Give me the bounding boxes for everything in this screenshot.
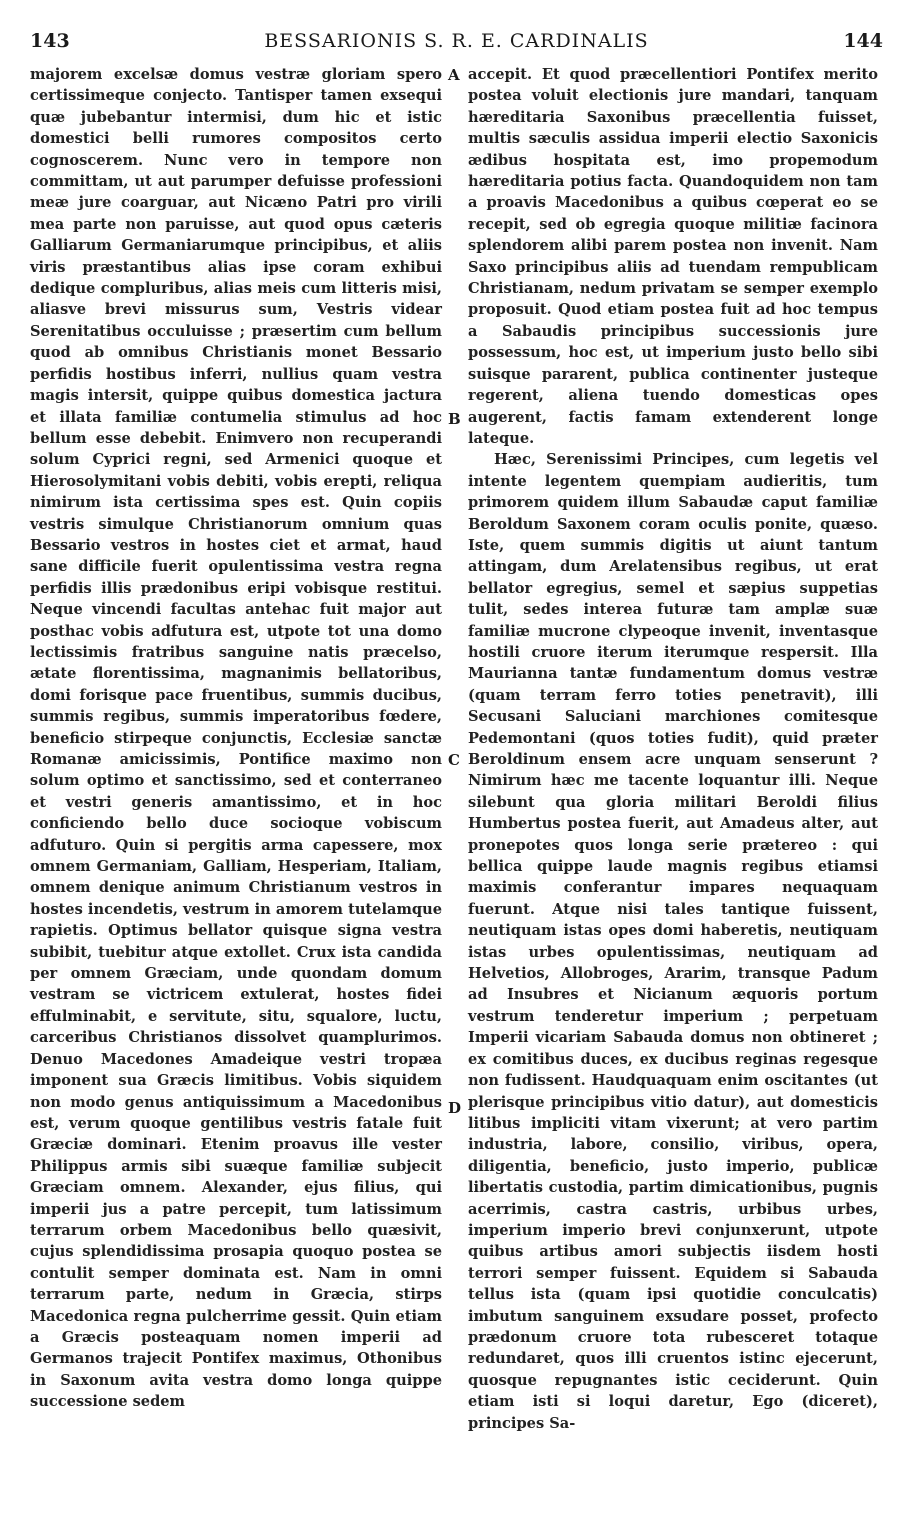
page-header [30, 30, 883, 58]
left-column [30, 64, 442, 1413]
running-title: BESSARIONIS S. R. E. CARDINALIS [264, 30, 649, 52]
section-marker-b: B [448, 410, 461, 428]
section-marker-d: D [448, 1099, 462, 1117]
page-number-right: 144 [843, 30, 883, 52]
section-marker-a: A [448, 66, 460, 84]
right-column [468, 64, 878, 1434]
right-column-paragraph-1: accepit. Et quod præcellentiori Pontifex merito postea voluit electionis jure mandari, tanquam hæreditaria Saxonibus præcellentia fuisset, multis sæculis assidua imperii electio Saxonicis ædibus hospitata est, imo propemodum hæreditaria potius facta. Quandoquidem non tam a proavis Macedonibus a quibus cœperat eo se recepit, sed ob egregia quoque militiæ facinora splendorem alibi parem postea non invenit. Nam Saxo principibus aliis ad tuendam rempublicam Christianam, nedum privatam se semper exemplo proposuit. Quod etiam postea fuit ad hoc tempus a Sabaudis principibus successionis jure possessum, hoc est, ut imperium justo bello sibi suisque pararent, publica continenter justeque regerent, aliena tuendo domesticas opes augerent, factis famam extenderent longe lateque. [468, 66, 878, 447]
page-number-left: 143 [30, 30, 70, 52]
right-column-paragraph-2: Hæc, Serenissimi Principes, cum legetis vel intente legentem quempiam audieritis, tum primorem quidem illum Sabaudæ caput familiæ Beroldum Saxonem coram oculis ponite, quæso. Iste, quem summis digitis ut aiunt tantum attingam, dum Arelatensibus regibus, ut erat bellator egregius, semel et sæpius suppetias tulit, sedes interea futuræ tam amplæ suæ familiæ mucrone clypeoque invenit, inventasque hostili cruore iterum iterumque respersit. Illa Maurianna tantæ fundamentum domus vestræ (quam terram ferro toties penetravit), illi Secusani Saluciani marchiones comitesque Pedemontani (quos toties fudit), quid præter Beroldinum ensem acre unquam senserunt ? Nimirum hæc me tacente loquantur illi. Neque silebunt qua gloria militari Beroldi filius Humbertus postea fuerit, aut Amadeus alter, aut pronepotes quos longa serie prætereo : qui bellica quippe laude magnis regibus etiamsi maximis conferantur impares nequaquam fuerunt. Atque nisi tales tantique fuissent, neutiquam istas opes domi haberetis, neutiquam istas urbes opulentissimas, neutiquam ad Helvetios, Allobroges, Ararim, transque Padum ad Insubres et Nicianum æquoris portum vestrum tenderetur imperium ; perpetuam Imperii vicariam Sabauda domus non obtineret ; ex comitibus duces, ex ducibus reginas regesque non fudissent. Haudquaquam enim oscitantes (ut plerisque principibus vitio datur), aut domesticis litibus impliciti vitam vixerunt; at vero partim industria, labore, consilio, viribus, opera, diligentia, beneficio, justo imperio, publicæ libertatis custodia, partim dimicationibus, pugnis acerrimis, castra castris, urbibus urbes, imperium imperio brevi conjunxerunt, utpote quibus artibus amori subjectis iisdem hosti terrori semper fuissent. Equidem si Sabauda tellus ista (quam ipsi quotidie conculcatis) imbutum sanguinem exsudare posset, profecto prædonum cruore tota rubesceret totaque redundaret, quos illi cruentos istinc ejecerunt, quosque repugnantes istic ceciderunt. Quin etiam isti si loqui daretur, Ego (diceret), principes Sa- [468, 451, 878, 1432]
left-column-text: majorem excelsæ domus vestræ gloriam spero certissimeque conjecto. Tantisper tamen exsequi quæ jubebantur intermisi, dum hic et istic domestici belli rumores compositos certo cognoscerem. Nunc vero in tempore non committam, ut aut parumper defuisse professioni meæ jure coarguar, aut Nicæno Patri pro virili mea parte non paruisse, aut quod opus cæteris Galliarum Germaniarumque principibus, et aliis viris præstantibus alias ipse coram exhibui dedique compluribus, alias meis cum litteris misi, aliasve brevi missurus sum, Vestris videar Serenitatibus occuluisse ; præsertim cum bellum quod ab omnibus Christianis monet Bessario perfidis hostibus inferri, nullius quam vestra magis intersit, quippe quibus domestica jactura et illata familiæ contumelia stimulus ad hoc bellum esse debebit. Enimvero non recuperandi solum Cyprici regni, sed Armenici quoque et Hierosolymitani vobis debiti, vobis erepti, reliqua nimirum ista certissima spes est. Quin copiis vestris simulque Christianorum omnium quas Bessario vestros in hostes ciet et armat, haud sane difficile fuerit opulentissima vestra regna perfidis illis prædonibus eripi vobisque restitui. Neque vincendi facultas antehac fuit major aut posthac vobis adfutura est, utpote tot una domo lectissimis fratribus sanguine natis præcelso, ætate florentissima, magnanimis bellatoribus, domi forisque pace fruentibus, summis ducibus, summis regibus, summis imperatoribus fœdere, beneficio stirpeque conjunctis, Ecclesiæ sanctæ Romanæ amicissimis, Pontifice maximo non solum optimo et sanctissimo, sed et conterraneo et vestri generis amantissimo, et in hoc conficiendo bello duce socioque vobiscum adfuturo. Quin si pergitis arma capessere, mox omnem Germaniam, Galliam, Hesperiam, Italiam, omnem denique animum Christianum vestros in hostes incendetis, vestrum in amorem tutelamque rapietis. Optimus bellator quisque signa vestra subibit, tuebitur atque extollet. Crux ista candida per omnem Græciam, unde quondam domum vestram se victricem extulerat, hostes fidei effulminabit, e servitute, situ, squalore, luctu, carceribus Christianos dissolvet quamplurimos. Denuo Macedones Amadeique vestri tropæa imponent sua Græcis limitibus. Vobis siquidem non modo genus antiquissimum a Macedonibus est, verum quoque gentilibus vestris fatale fuit Græciæ dominari. Etenim proavus ille vester Philippus armis sibi suæque familiæ subjecit Græciam omnem. Alexander, ejus filius, qui imperii jus a patre percepit, tum latissimum terrarum orbem Macedonibus bello quæsivit, cujus splendidissima prosapia quoquo postea se contulit semper dominata est. Nam in omni terrarum parte, nedum in Græcia, stirps Macedonica regna pulcherrime gessit. Quin etiam a Græcis posteaquam nomen imperii ad Germanos trajecit Pontifex maximus, Othonibus in Saxonum avita vestra domo longa quippe successione sedem [30, 66, 442, 1411]
section-marker-c: C [448, 751, 460, 769]
